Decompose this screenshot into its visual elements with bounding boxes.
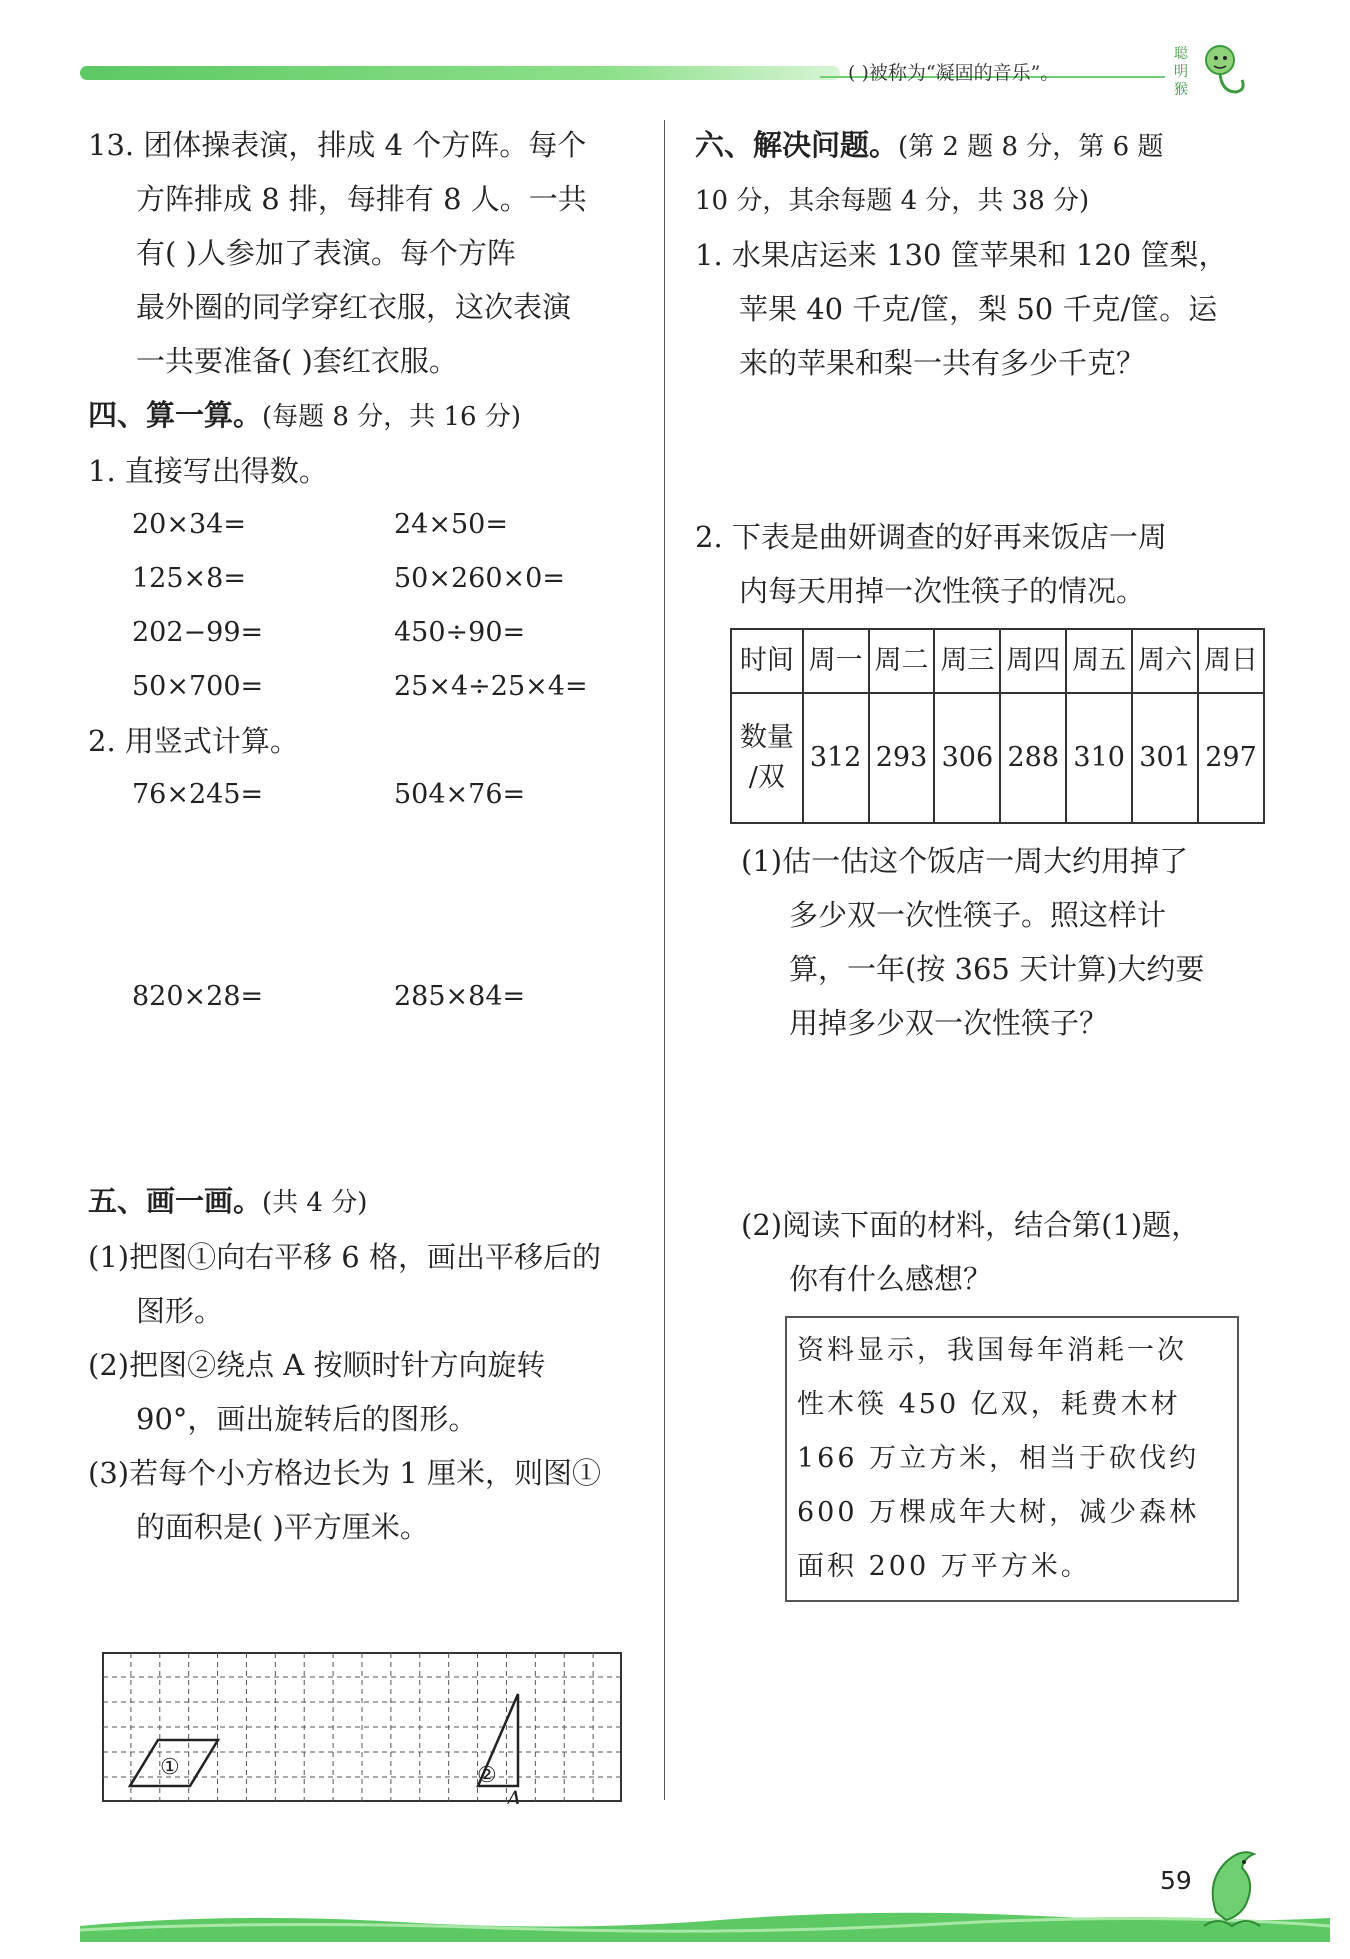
table-header-cell: 周四 — [1000, 629, 1066, 693]
table-header-cell: 时间 — [731, 629, 803, 693]
header-band — [80, 66, 840, 80]
mascot-text-2: 明 — [1174, 64, 1188, 80]
monkey-mascot-icon — [1172, 34, 1252, 104]
calc-item: 50×260×0= — [394, 563, 565, 594]
footer-wave-band — [80, 1908, 1330, 1942]
calc-row — [88, 552, 648, 606]
calc-row — [88, 498, 648, 552]
subproblem-1-line-1: (1)估一估这个饭店一周大约用掉了 — [741, 844, 1189, 878]
draw-task-3: (3)若每个小方格边长为 1 厘米，则图① — [88, 1456, 601, 1490]
page-number: 59 — [1160, 1866, 1192, 1895]
answer-space[interactable] — [695, 1050, 1265, 1198]
left-column — [88, 118, 648, 1554]
calc-item: 20×34= — [132, 509, 246, 540]
problem-1-line-3: 来的苹果和梨一共有多少千克？ — [739, 346, 1146, 380]
material-line: 面积 200 万平方米。 — [797, 1551, 1091, 1582]
q13-line-5: 一共要准备( )套红衣服。 — [136, 344, 458, 378]
calc-item: 50×700= — [132, 671, 264, 702]
calc-row — [88, 660, 648, 714]
section-5-score: (共 4 分) — [262, 1188, 368, 1218]
mascot-text-3: 猴 — [1174, 82, 1188, 98]
mascot-text-1: 聪 — [1174, 46, 1188, 62]
table-header-cell: 周二 — [869, 629, 935, 693]
section-5-heading — [88, 1174, 648, 1230]
grid-svg — [102, 1652, 624, 1804]
table-row-label — [731, 693, 803, 823]
chopsticks-table — [730, 628, 1265, 824]
section-6-heading — [695, 118, 1265, 174]
table-header-cell: 周日 — [1198, 629, 1264, 693]
row-label-line: /双 — [748, 762, 785, 793]
material-line: 600 万棵成年大树，减少森林 — [797, 1497, 1200, 1528]
table-cell: 297 — [1198, 693, 1264, 823]
draw-task-1: (1)把图①向右平移 6 格，画出平移后的 — [88, 1240, 601, 1274]
problem-1-line-1: 1. 水果店运来 130 筐苹果和 120 筐梨， — [695, 238, 1228, 272]
table-cell: 293 — [869, 693, 935, 823]
material-line: 资料显示，我国每年消耗一次 — [797, 1335, 1187, 1366]
subproblem-2-line-2: 你有什么感想？ — [789, 1262, 993, 1296]
subproblem-2-line-1: (2)阅读下面的材料，结合第(1)题， — [741, 1208, 1201, 1242]
table-cell: 306 — [934, 693, 1000, 823]
draw-task-2: (2)把图②绕点 A 按顺时针方向旋转 — [88, 1348, 546, 1382]
q13-line-3: 有( )人参加了表演。每个方阵 — [136, 236, 516, 270]
table-header-cell: 周三 — [934, 629, 1000, 693]
calc-question-2: 2. 用竖式计算。 — [88, 724, 299, 758]
answer-space[interactable] — [88, 1024, 648, 1174]
draw-task-3-cont: 的面积是( )平方厘米。 — [136, 1510, 429, 1544]
table-data-row — [731, 693, 1264, 823]
section-6-score-cont: 10 分，其余每题 4 分，共 38 分) — [695, 186, 1090, 216]
column-divider — [664, 120, 665, 1800]
answer-space[interactable] — [88, 822, 648, 970]
answer-space[interactable] — [695, 390, 1265, 510]
draw-task-1-cont: 图形。 — [136, 1294, 224, 1328]
subproblem-1-line-4: 用掉多少双一次性筷子？ — [789, 1006, 1109, 1040]
figure-2-label: ② — [477, 1763, 497, 1788]
table-header-cell: 周一 — [803, 629, 869, 693]
material-line: 166 万立方米，相当于砍伐约 — [797, 1443, 1200, 1474]
table-header-cell: 周五 — [1066, 629, 1132, 693]
reading-material-box — [785, 1316, 1239, 1602]
calc-question-1: 1. 直接写出得数。 — [88, 454, 328, 488]
table-cell: 288 — [1000, 693, 1066, 823]
calc-item: 25×4÷25×4= — [394, 671, 588, 702]
vertical-calc-item: 820×28= — [132, 981, 264, 1012]
subproblem-1-line-3: 算，一年(按 365 天计算)大约要 — [789, 952, 1205, 986]
calc-row — [88, 606, 648, 660]
problem-2-line-1: 2. 下表是曲妍调查的好再来饭店一周 — [695, 520, 1167, 554]
vertical-calc-row-1 — [88, 768, 648, 822]
table-cell: 301 — [1132, 693, 1198, 823]
point-a-label: A — [506, 1788, 522, 1804]
calc-item: 202−99= — [132, 617, 264, 648]
table-cell: 310 — [1066, 693, 1132, 823]
problem-2-line-2: 内每天用掉一次性筷子的情况。 — [739, 574, 1146, 608]
subproblem-1-line-2: 多少双一次性筷子。照这样计 — [789, 898, 1167, 932]
right-column — [695, 118, 1265, 1602]
section-5-title: 五、画一画。 — [88, 1184, 263, 1218]
q13-line-4: 最外圈的同学穿红衣服，这次表演 — [136, 290, 572, 324]
vertical-calc-row-2 — [88, 970, 648, 1024]
section-4-title: 四、算一算。 — [88, 398, 263, 432]
q13-line-1: 13. 团体操表演，排成 4 个方阵。每个 — [88, 128, 587, 162]
problem-1-line-2: 苹果 40 千克/筐，梨 50 千克/筐。运 — [739, 292, 1218, 326]
header-quote: ( )被称为“凝固的音乐”。 — [848, 62, 1060, 84]
row-label-line: 数量 — [739, 722, 794, 753]
section-4-heading — [88, 388, 648, 444]
section-6-title: 六、解决问题。 — [695, 128, 899, 162]
material-line: 性木筷 450 亿双，耗费木材 — [797, 1389, 1181, 1420]
calc-item: 24×50= — [394, 509, 508, 540]
table-cell: 312 — [803, 693, 869, 823]
vertical-calc-item: 504×76= — [394, 779, 526, 810]
calc-item: 125×8= — [132, 563, 246, 594]
section-6-score: (第 2 题 8 分，第 6 题 — [898, 132, 1164, 162]
draw-task-2-cont: 90°，画出旋转后的图形。 — [136, 1402, 478, 1436]
section-4-score: (每题 8 分，共 16 分) — [262, 402, 521, 432]
drawing-grid[interactable] — [102, 1652, 624, 1808]
vertical-calc-item: 76×245= — [132, 779, 264, 810]
table-header-cell: 周六 — [1132, 629, 1198, 693]
table-header-row — [731, 629, 1264, 693]
q13-line-2: 方阵排成 8 排，每排有 8 人。一共 — [136, 182, 587, 216]
dolphin-icon — [1196, 1842, 1266, 1932]
figure-1-label: ① — [160, 1755, 180, 1780]
vertical-calc-item: 285×84= — [394, 981, 526, 1012]
calc-item: 450÷90= — [394, 617, 526, 648]
